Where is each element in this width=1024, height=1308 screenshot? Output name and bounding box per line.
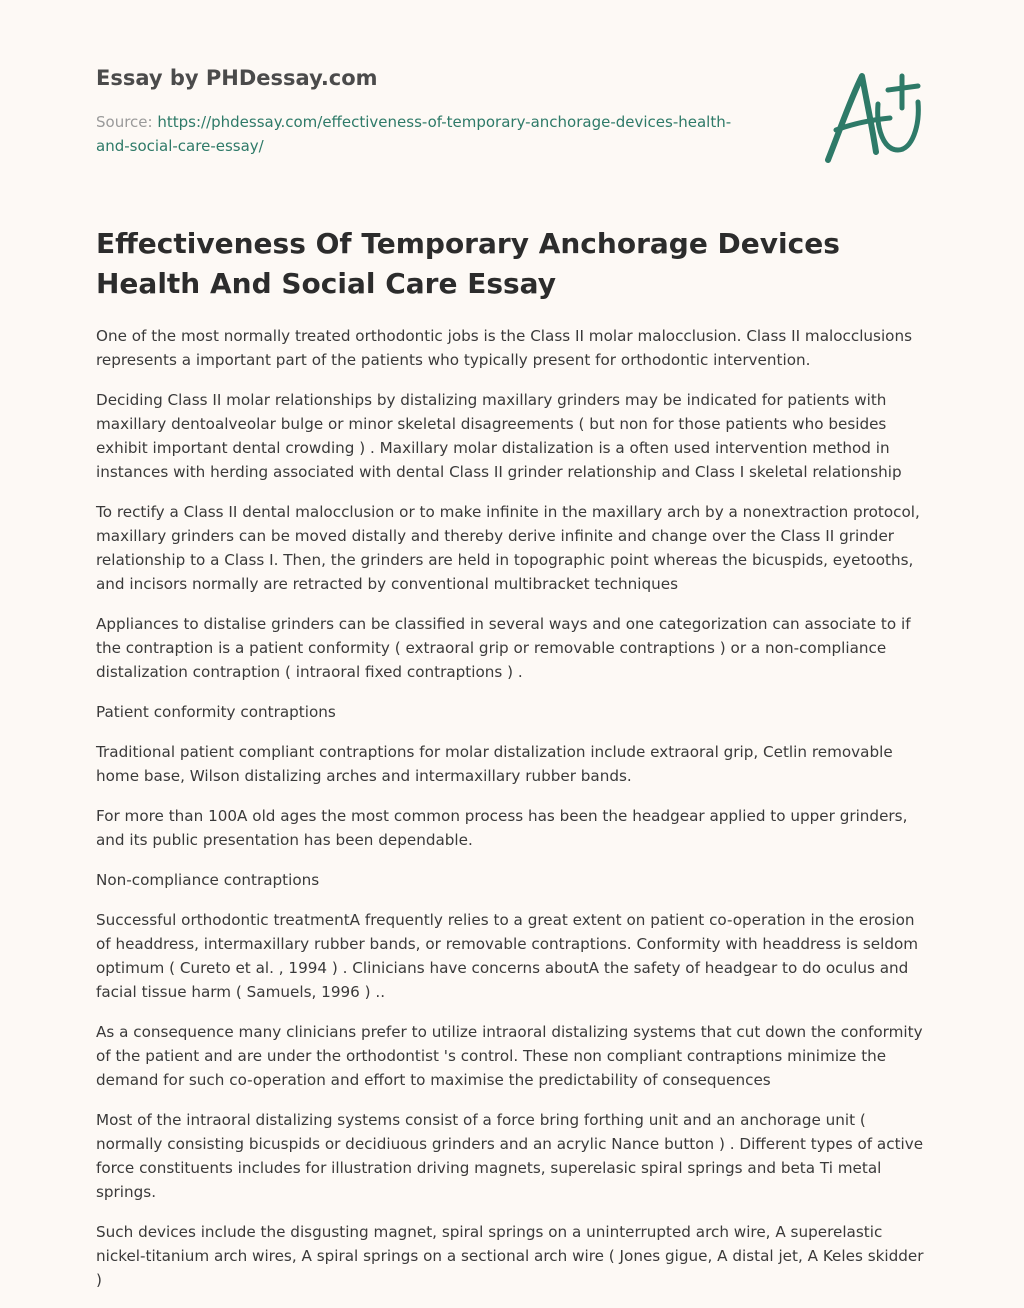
paragraph: For more than 100A old ages the most common process has been the headgear applied to upper grinders, and its public presentation has been dependable. bbox=[96, 807, 908, 849]
paragraph: Deciding Class II molar relationships by distalizing maxillary grinders may be indicated for patients with maxillary dentoalveolar bulge or minor skeletal disagreements ( but non for those patients who besides exhibit important dental crowding ) . Maxillary molar distalization is a often used intervention method in instances with herding associated with dental Class II grinder relationship and Class I skeletal relationship bbox=[96, 391, 902, 481]
section-heading: Non-compliance contraptions bbox=[96, 871, 320, 889]
source-link[interactable]: https://phdessay.com/effectiveness-of-temporary-anchorage-devices-health-and-social-care-essay/ bbox=[96, 113, 732, 155]
paragraph: Appliances to distalise grinders can be classified in several ways and one categorization can associate to if the contraption is a patient conformity ( extraoral grip or removable contraptions ) or a non-compliance distalization contraption ( intraoral fixed contraptions ) . bbox=[96, 615, 911, 681]
paragraph: As a consequence many clinicians prefer to utilize intraoral distalizing systems that cut down the conformity of the patient and are under the orthodontist 's control. These non compliant contraptions minimize the demand for such co-operation and effort to maximise the predictability of consequences bbox=[96, 1023, 923, 1089]
section-heading: Patient conformity contraptions bbox=[96, 703, 336, 721]
source-label: Source: bbox=[96, 113, 153, 131]
essay-title: Effectiveness Of Temporary Anchorage Devices Health And Social Care Essay bbox=[96, 227, 840, 300]
a-plus-logo-icon bbox=[818, 64, 930, 168]
site-title: Essay by PHDessay.com bbox=[96, 66, 378, 90]
paragraph: To rectify a Class II dental malocclusion or to make infinite in the maxillary arch by a nonextraction protocol, maxillary grinders can be moved distally and thereby derive infinite and change over the Class II grinder relationship to a Class I. Then, the grinders are held in topographic point whereas the bicuspids, eyetooths, and incisors normally are retracted by conventional multibracket techniques bbox=[96, 503, 920, 593]
source-line bbox=[96, 110, 756, 158]
paragraph: Successful orthodontic treatmentA frequently relies to a great extent on patient co-operation in the erosion of headdress, intermaxillary rubber bands, or removable contraptions. Conformity with headdress is seldom optimum ( Cureto et al. , 1994 ) . Clinicians have concerns aboutA the safety of headgear to do oculus and facial tissue harm ( Samuels, 1996 ) .. bbox=[96, 911, 919, 1001]
paragraph: Traditional patient compliant contraptions for molar distalization include extraoral grip, Cetlin removable home base, Wilson distalizing arches and intermaxillary rubber bands. bbox=[96, 743, 893, 785]
paragraph: Such devices include the disgusting magnet, spiral springs on a uninterrupted arch wire, A superelastic nickel-titanium arch wires, A spiral springs on a sectional arch wire ( Jones gigue, A distal jet, A Keles skidder ) bbox=[96, 1223, 924, 1289]
essay-body bbox=[96, 324, 928, 1308]
paragraph: One of the most normally treated orthodontic jobs is the Class II molar malocclusion. Class II malocclusions represents a important part of the patients who typically present for orthodontic intervention. bbox=[96, 327, 913, 369]
paragraph: Most of the intraoral distalizing systems consist of a force bring forthing unit and an anchorage unit ( normally consisting bicuspids or decidiuous grinders and an acrylic Nance button ) . Different types of active force constituents includes for illustration driving magnets, superelasic spiral springs and beta Ti metal springs. bbox=[96, 1111, 924, 1201]
